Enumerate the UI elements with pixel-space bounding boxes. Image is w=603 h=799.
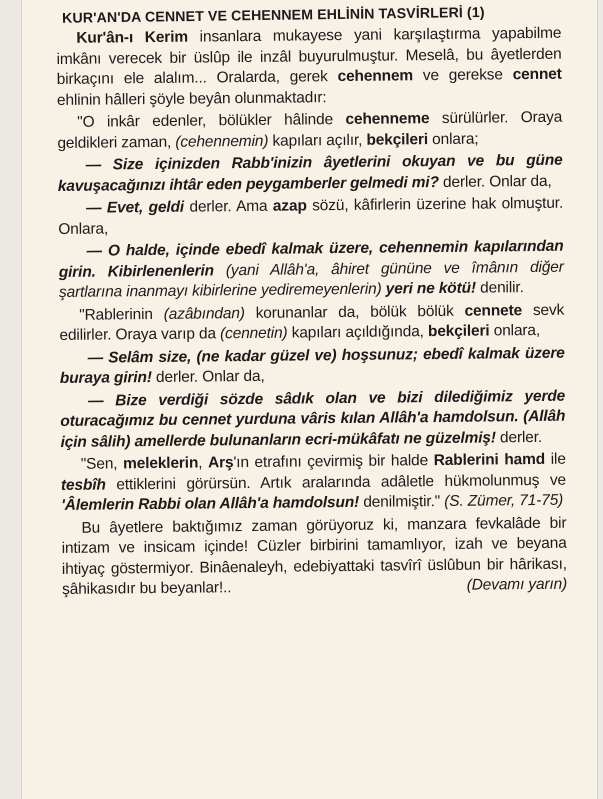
continued-note: (Devamı yarın)	[466, 575, 568, 594]
article-title: KUR'AN'DA CENNET VE CEHENNEM EHLİNİN TASVİRLERİ (1)	[62, 4, 485, 27]
term-kuran: Kur'ân-ı Kerim	[76, 28, 189, 47]
paragraph-intro: Kur'ân-ı Kerim insanlara mukayese yani karşılaştırma yapabilme imkânı verecek bir üslûp ile inzâl buyurulmuştur. Meselâ, bu âyetlerden birkaçını ele alalım... Oralarda, gerek cehennem ve gerekse cennet ehlinin hâlleri şöyle beyân olunmaktadır:	[56, 24, 562, 109]
paragraph-verse-paradise: "Rablerinin (azâbından) korunanlar da, bölük bölük cennete sevk edilirler. Oraya varıp da (cennetin) kapıları açıldığında, bekçileri onlara,	[59, 301, 565, 344]
paragraph-dialogue-4: — Selâm size, (ne kadar güzel ve) hoşsunuz; ebedî kalmak üzere buraya girin! derler. Onlar da,	[59, 344, 565, 387]
paragraph-dialogue-2: — Evet, geldi derler. Ama azap sözü, kâfirlerin üzerine hak olmuştur. Onlara,	[58, 194, 564, 238]
paragraph-dialogue-5: — Bize verdiği sözde sâdık olan ve bizi dilediğimiz yerde oturacağımız bu cennet yurduna vâris kılan Allâh'a hamdolsun. (Allâh için sâlih) amellerde bulunanların ecri-mükâfatı ne güzelmiş! derler.	[60, 387, 566, 451]
paragraph-dialogue-1: — Size içinizden Rabb'inizin âyetlerini okuyan ve bu güne kavuşacağınızı ihtâr eden peygamberler gelmedi mi? derler. Onlar da,	[57, 151, 563, 195]
paragraph-verse-angels: "Sen, meleklerin, Arş'ın etrafını çevirmiş bir halde Rablerini hamd ile tesbîh ettiklerini görürsün. Artık aralarında adâletle hükmolunmuş ve 'Âlemlerin Rabbi olan Allâh'a hamdolsun! denilmiştir." (S. Zümer, 71-75)	[60, 450, 567, 514]
article	[56, 3, 569, 753]
paragraph-verse-hell: "O inkâr edenler, bölükler hâlinde cehenneme sürülürler. Oraya geldikleri zaman, (cehennemin) kapıları açılır, bekçileri onlara;	[57, 108, 563, 152]
verse-citation: (S. Zümer, 71-75)	[444, 491, 564, 510]
paragraph-dialogue-3: — O halde, içinde ebedî kalmak üzere, cehennemin kapılarından girin. Kibirlenenlerin (yani Allâh'a, âhiret gününe ve îmânın diğer şartlarına inanmayı kibirlerine yediremeyenlerin) yeri ne kötü! denilir.	[58, 237, 564, 301]
newspaper-clipping	[22, 0, 597, 799]
paragraph-conclusion: Bu âyetlere baktığımız zaman görüyoruz ki, manzara fevkalâde bir intizam ve insicam içinde! Cüzler birbirini tamamlıyor, izah ve beyana ihtiyaç göstermiyor. Binâenaleyh, edebiyattaki tasvîrî üslûbun bir hârikası, şâhikasıdır bu beyanlar!.. (Devamı yarın)	[61, 514, 568, 598]
